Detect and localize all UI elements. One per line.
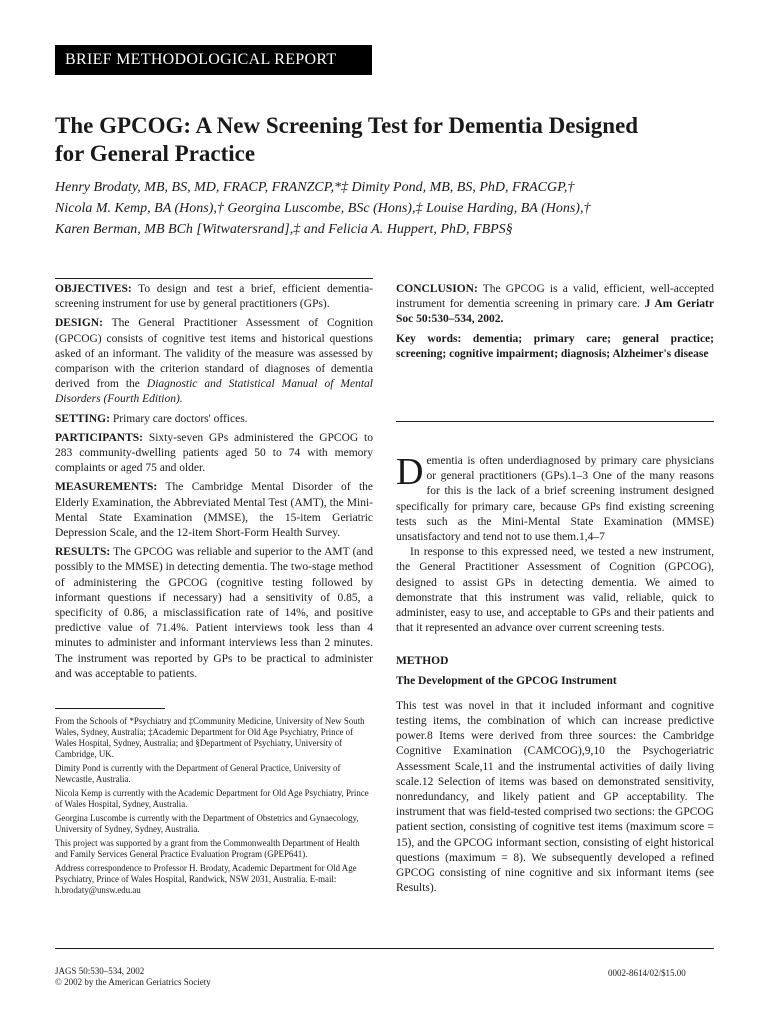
article-title	[55, 112, 715, 168]
footer-left	[55, 966, 211, 988]
footer-rule	[55, 948, 714, 949]
method-heading: METHOD	[396, 655, 449, 668]
issn-code: 0002-8614/02/$15.00	[608, 968, 686, 978]
method-subheading: The Development of the GPCOG Instrument	[396, 674, 617, 687]
design-text: The General Practitioner Assessment of Cognition (GPCOG) consists of cognitive test items and historical questions asked of an informant. The validity of the measure was assessed by comparison with the criterion standard of diagnoses of dementia derived from the	[55, 317, 373, 391]
results-label: RESULTS:	[55, 546, 111, 559]
participants-label: PARTICIPANTS:	[55, 431, 143, 444]
citation: J Am Geriatr Soc 50:530–534, 2002.	[396, 298, 714, 326]
footnote: From the Schools of *Psychiatry and ‡Community Medicine, University of New South Wales, Sydney, Australia; ‡Academic Department for Old Age Psychiatry, Prince of Wales Hospital, Sydney, Australia; and §Department of Psychiatry, University of Cambridge, UK.	[55, 716, 365, 759]
title-line-2: for General Practice	[55, 141, 256, 166]
footnote: Nicola Kemp is currently with the Academic Department for Old Age Psychiatry, Prince of Wales Hospital, Sydney, Australia.	[55, 788, 369, 809]
intro-text-1: ementia is often underdiagnosed by primary care physicians or general practitioners (GPs).1–3 One of the many reasons for this is the lack of a brief screening instrument designed specifically for primary care, because GPs find existing screening tests such as the Mini-Mental State Examination (MMSE) unsatisfactory and tend not to use them.1,4–7	[396, 455, 714, 544]
setting-label: SETTING:	[55, 412, 110, 425]
footnote-rule	[55, 708, 165, 709]
intro-paragraph-2: In response to this expressed need, we tested a new instrument, the General Practitioner Assessment of Cognition (GPCOG), designed to assist GPs in detecting dementia. We aimed to demonstrate that this instrument was valid, reliable, quick to administer, easy to use, and acceptable to GPs and their patients and that it represented an advance over current screening tests.	[396, 546, 714, 635]
conclusion-label: CONCLUSION:	[396, 283, 478, 295]
author-line: Karen Berman, MB BCh [Witwatersrand],‡ and Felicia A. Huppert, PhD, FBPS§	[55, 222, 513, 237]
author-list	[55, 177, 725, 240]
keywords-text: dementia; primary care; general practice; screening; cognitive impairment; diagnosis; Alzheimer's disease	[396, 332, 714, 360]
journal-citation: JAGS 50:530–534, 2002	[55, 966, 145, 976]
design-italic-text: Diagnostic and Statistical Manual of Mental Disorders (Fourth Edition).	[55, 378, 373, 406]
objectives-label: OBJECTIVES:	[55, 283, 132, 295]
conclusion-text: The GPCOG is a valid, efficient, well-accepted instrument for dementia screening in primary care.	[396, 283, 714, 311]
setting-text: Primary care doctors' offices.	[112, 412, 248, 425]
footnote: Dimity Pond is currently with the Department of General Practice, University of Newcastle, Australia.	[55, 763, 341, 784]
footnote: Address correspondence to Professor H. Brodaty, Academic Department for Old Age Psychiatry, Prince of Wales Hospital, Randwick, NSW 2031, Australia. E-mail: h.brodaty@unsw.edu.au	[55, 863, 357, 895]
footnote: This project was supported by a grant from the Commonwealth Department of Health and Family Services General Practice Evaluation Program (GPEP641).	[55, 838, 360, 859]
footnote: Georgina Luscombe is currently with the Department of Obstetrics and Gynaecology, University of Sydney, Sydney, Australia.	[55, 813, 359, 834]
abstract-right-column	[396, 282, 714, 366]
results-text: The GPCOG was reliable and superior to the AMT (and possibly to the MMSE) in detecting dementia. The two-stage method of administering the GPCOG (cognitive testing followed by informant questions if necessary) had a sensitivity of 0.85, a specificity of 0.86, a misclassification rate of 14%, and positive predictive value of 71.4%. Patient interviews took less than 4 minutes to administer and informant interviews less than 2 minutes. The instrument was reported by GPs to be practical to administer and was acceptable to patients.	[55, 546, 373, 680]
author-line: Henry Brodaty, MB, BS, MD, FRACP, FRANZCP,*‡ Dimity Pond, MB, BS, PhD, FRACGP,†	[55, 180, 575, 195]
affiliation-footnotes	[55, 716, 373, 899]
author-line: Nicola M. Kemp, BA (Hons),† Georgina Luscombe, BSc (Hons),‡ Louise Harding, BA (Hons),†	[55, 201, 591, 216]
abstract-left-column	[55, 282, 373, 686]
introduction-section	[396, 451, 714, 896]
drop-cap: D	[396, 451, 424, 493]
objectives-text: To design and test a brief, efficient dementia-screening instrument for use by general practitioners (GPs).	[55, 283, 374, 311]
abstract-top-rule	[55, 278, 373, 279]
abstract-bottom-rule	[396, 421, 714, 422]
intro-paragraph-1	[396, 451, 714, 545]
measurements-label: MEASUREMENTS:	[55, 481, 158, 494]
article-type-banner: BRIEF METHODOLOGICAL REPORT	[55, 45, 372, 75]
method-paragraph-1: This test was novel in that it included informant and cognitive testing items, the combination of which can increase predictive power.8 Items were derived from three sources: the Cambridge Cognitive Examination (CAMCOG),9,10 the Psychogeriatric Assessment Scale,11 and the instrumental activities of daily living scale.12 Selection of items was based on demonstrated sensitivity, nonredundancy, and likely patient and GP acceptability. The instrument that was field-tested comprised two sections: the GPCOG patient section, consisting of cognitive test items (maximum score = 15), and the GPCOG informant section, consisting of eight historical questions (maximum = 8). We subsequently developed a refined GPCOG consisting of nine cognitive and six informant items (see Results).	[396, 699, 714, 895]
design-label: DESIGN:	[55, 317, 103, 330]
title-line-1: The GPCOG: A New Screening Test for Dementia Designed	[55, 113, 639, 138]
measurements-text: The Cambridge Mental Disorder of the Elderly Examination, the Abbreviated Mental Test (AMT), the Mini-Mental State Examination (MMSE), the 15-item Geriatric Depression Scale, and the 12-item Short-Form Health Survey.	[55, 481, 373, 540]
keywords-label: Key words:	[396, 332, 462, 345]
copyright: © 2002 by the American Geriatrics Society	[55, 977, 211, 987]
participants-text: Sixty-seven GPs administered the GPCOG to 283 community-dwelling patients aged 50 to 74 with memory complaints or aged 75 and older.	[55, 431, 373, 475]
